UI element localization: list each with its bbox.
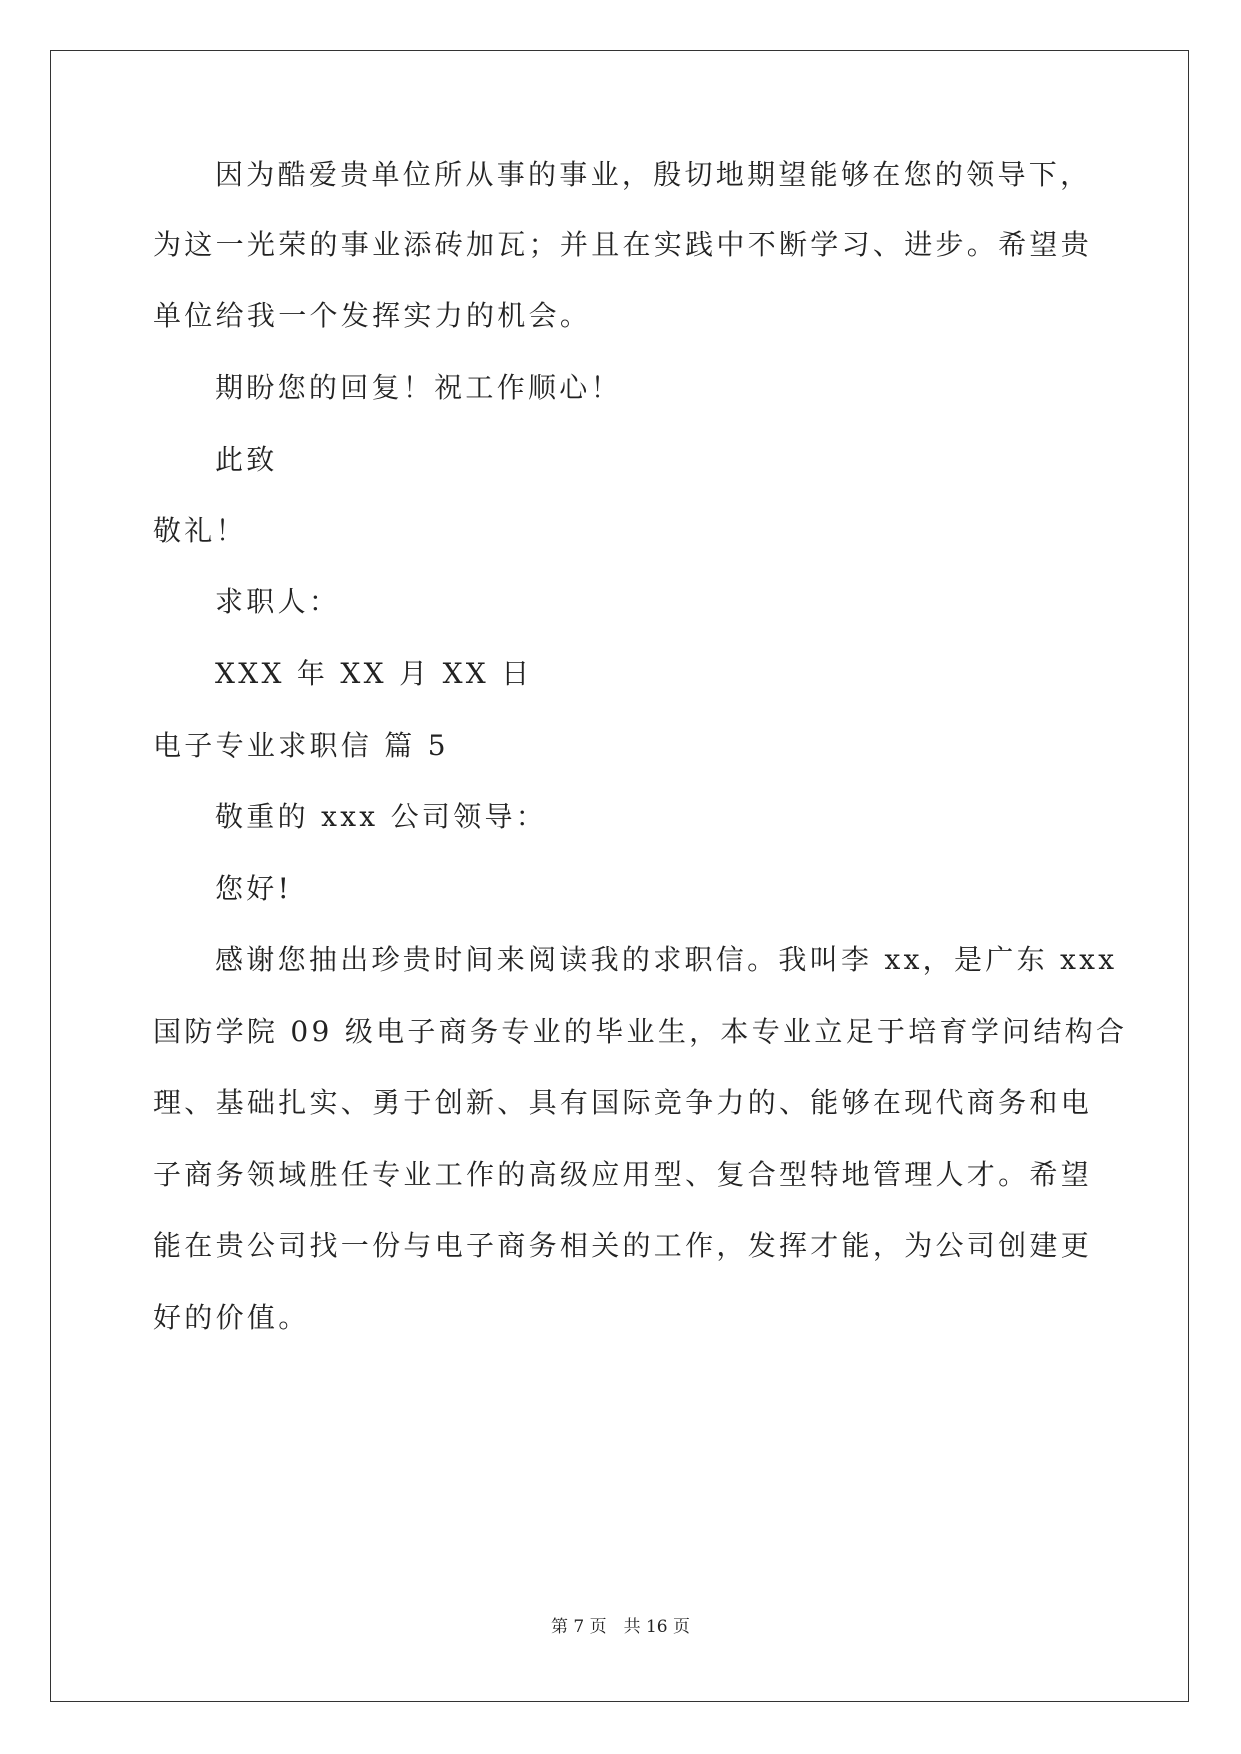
- signature-line: 求职人：: [215, 585, 341, 618]
- date-line: XXX 年 XX 月 XX 日: [215, 657, 533, 690]
- paragraph-line: 好的价值。: [153, 1301, 310, 1334]
- paragraph-line: 因为酷爱贵单位所从事的事业，殷切地期望能够在您的领导下，: [215, 158, 1092, 191]
- page-number: 第 7 页 共 16 页: [550, 1617, 691, 1637]
- paragraph-line: 为这一光荣的事业添砖加瓦；并且在实践中不断学习、进步。希望贵: [153, 228, 1093, 261]
- greeting-line: 您好!: [215, 872, 293, 905]
- paragraph-line: 期盼您的回复！祝工作顺心！: [215, 371, 622, 404]
- paragraph-line: 感谢您抽出珍贵时间来阅读我的求职信。我叫李 xx，是广东 xxx: [215, 943, 1118, 976]
- paragraph-line: 国防学院 09 级电子商务专业的毕业生，本专业立足于培育学问结构合: [153, 1015, 1128, 1048]
- paragraph-line: 子商务领域胜任专业工作的高级应用型、复合型特地管理人才。希望: [153, 1158, 1093, 1191]
- greeting-line: 敬重的 xxx 公司领导：: [215, 800, 548, 833]
- paragraph-line: 理、基础扎实、勇于创新、具有国际竞争力的、能够在现代商务和电: [153, 1086, 1093, 1119]
- section-heading: 电子专业求职信 篇 5: [153, 729, 449, 762]
- paragraph-line: 能在贵公司找一份与电子商务相关的工作，发挥才能，为公司创建更: [153, 1229, 1093, 1262]
- paragraph-line: 单位给我一个发挥实力的机会。: [153, 299, 592, 332]
- closing-line: 此致: [215, 443, 278, 476]
- salutation-line: 敬礼！: [153, 514, 247, 547]
